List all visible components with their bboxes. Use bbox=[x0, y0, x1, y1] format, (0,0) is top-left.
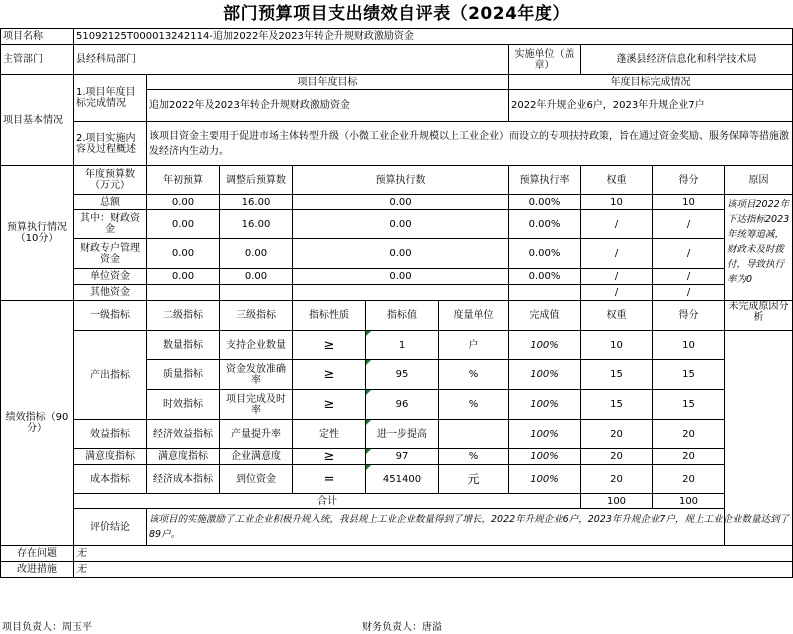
budget-row-weight: / bbox=[581, 269, 653, 285]
perf-header-l3: 三级指标 bbox=[220, 301, 293, 331]
perf-row-score: 20 bbox=[653, 420, 725, 449]
perf-row-value: 451400 bbox=[366, 465, 439, 494]
budget-row-initial: 0.00 bbox=[147, 195, 220, 210]
budget-row-weight: 10 bbox=[581, 195, 653, 210]
dept-value: 县经科局部门 bbox=[74, 45, 509, 75]
budget-row-executed: 0.00 bbox=[293, 195, 509, 210]
budget-row-initial: 0.00 bbox=[147, 269, 220, 285]
perf-row-value: 96 bbox=[366, 390, 439, 420]
perf-row-unit: % bbox=[439, 360, 509, 390]
issue-text: 无 bbox=[74, 546, 793, 562]
perf-row-weight: 20 bbox=[581, 420, 653, 449]
budget-row-rate: 0.00% bbox=[509, 269, 581, 285]
perf-row-nature: ≥ bbox=[293, 390, 366, 420]
improve-text: 无 bbox=[74, 562, 793, 578]
impl-content-label: 2.项目实施内容及过程概述 bbox=[74, 122, 147, 166]
impl-label: 实施单位（盖章） bbox=[509, 45, 581, 75]
perf-row-nature: ≥ bbox=[293, 449, 366, 465]
budget-row-name: 单位资金 bbox=[74, 269, 147, 285]
goal-header: 项目年度目标 bbox=[147, 75, 509, 90]
budget-row-score: / bbox=[653, 269, 725, 285]
project-name-label: 项目名称 bbox=[1, 29, 74, 45]
perf-row-l1: 成本指标 bbox=[74, 465, 147, 494]
eval-text: 该项目的实施激励了工业企业积极升规入统，我县规上工业企业数量得到了增长，2022年升规企业6户，2023年升规企业7户，规上工业企业数量达到了89户。 bbox=[147, 509, 793, 546]
impl-value: 蓬溪县经济信息化和科学技术局 bbox=[581, 45, 793, 75]
perf-row-nature: ≥ bbox=[293, 331, 366, 360]
budget-row-executed bbox=[293, 285, 509, 301]
perf-row-l1: 产出指标 bbox=[74, 331, 147, 420]
budget-row-weight: / bbox=[581, 210, 653, 239]
perf-row-done: 100% bbox=[509, 331, 581, 360]
perf-row-l3: 企业满意度 bbox=[220, 449, 293, 465]
perf-header-l2: 二级指标 bbox=[147, 301, 220, 331]
perf-row-nature: ≥ bbox=[293, 360, 366, 390]
done-header: 年度目标完成情况 bbox=[509, 75, 793, 90]
budget-row-rate: 0.00% bbox=[509, 195, 581, 210]
basic-label: 项目基本情况 bbox=[1, 75, 74, 166]
budget-row-name: 财政专户管理资金 bbox=[74, 239, 147, 269]
budget-row-score: 10 bbox=[653, 195, 725, 210]
project-name: 51092125T000013242114-追加2022年及2023年转企升规财政激励资金 bbox=[74, 29, 793, 45]
basic-goal-label: 1.项目年度目标完成情况 bbox=[74, 75, 147, 122]
budget-row-rate bbox=[509, 285, 581, 301]
budget-header-reason: 原因 bbox=[725, 166, 793, 195]
budget-row-name: 其他资金 bbox=[74, 285, 147, 301]
budget-row-adjusted: 16.00 bbox=[220, 210, 293, 239]
budget-row-initial: 0.00 bbox=[147, 239, 220, 269]
perf-row-l2: 经济成本指标 bbox=[147, 465, 220, 494]
budget-row-adjusted: 16.00 bbox=[220, 195, 293, 210]
perf-header-score: 得分 bbox=[653, 301, 725, 331]
perf-row-unit: % bbox=[439, 390, 509, 420]
goal-text: 追加2022年及2023年转企升规财政激励资金 bbox=[147, 90, 509, 122]
dept-label: 主管部门 bbox=[1, 45, 74, 75]
budget-row-executed: 0.00 bbox=[293, 239, 509, 269]
perf-row-nature: = bbox=[293, 465, 366, 494]
budget-row-score: / bbox=[653, 210, 725, 239]
perf-row-score: 15 bbox=[653, 360, 725, 390]
budget-header-initial: 年初预算 bbox=[147, 166, 220, 195]
perf-row-l1: 满意度指标 bbox=[74, 449, 147, 465]
budget-row-initial: 0.00 bbox=[147, 210, 220, 239]
budget-header-rate: 预算执行率 bbox=[509, 166, 581, 195]
perf-row-nature: 定性 bbox=[293, 420, 366, 449]
budget-row-adjusted: 0.00 bbox=[220, 239, 293, 269]
perf-label: 绩效指标（90分） bbox=[1, 301, 74, 546]
perf-row-done: 100% bbox=[509, 390, 581, 420]
project-leader: 项目负责人：周玉平 bbox=[2, 622, 92, 633]
perf-row-value: 95 bbox=[366, 360, 439, 390]
perf-row-l2: 质量指标 bbox=[147, 360, 220, 390]
page-title: 部门预算项目支出绩效自评表（2024年度） bbox=[223, 4, 570, 24]
perf-row-unit: 元 bbox=[439, 465, 509, 494]
perf-header-weight: 权重 bbox=[581, 301, 653, 331]
perf-row-weight: 10 bbox=[581, 331, 653, 360]
budget-row-name: 总额 bbox=[74, 195, 147, 210]
perf-row-l2: 数量指标 bbox=[147, 331, 220, 360]
budget-row-score: / bbox=[653, 239, 725, 269]
perf-row-weight: 20 bbox=[581, 449, 653, 465]
perf-row-l3: 到位资金 bbox=[220, 465, 293, 494]
budget-label: 预算执行情况（10分） bbox=[1, 166, 74, 301]
budget-row-executed: 0.00 bbox=[293, 269, 509, 285]
perf-row-unit bbox=[439, 420, 509, 449]
perf-row-l3: 项目完成及时率 bbox=[220, 390, 293, 420]
finance-leader: 财务负责人：唐溢 bbox=[362, 622, 442, 633]
budget-row-rate: 0.00% bbox=[509, 239, 581, 269]
perf-row-score: 10 bbox=[653, 331, 725, 360]
perf-row-l2: 满意度指标 bbox=[147, 449, 220, 465]
perf-row-weight: 15 bbox=[581, 360, 653, 390]
improve-label: 改进措施 bbox=[1, 562, 74, 578]
budget-header-amount: 年度预算数（万元） bbox=[74, 166, 147, 195]
perf-row-l3: 产量提升率 bbox=[220, 420, 293, 449]
budget-row-initial bbox=[147, 285, 220, 301]
perf-row-unit: 户 bbox=[439, 331, 509, 360]
evaluation-table bbox=[0, 28, 793, 578]
perf-row-done: 100% bbox=[509, 420, 581, 449]
done-text: 2022年升规企业6户，2023年升规企业7户 bbox=[509, 90, 793, 122]
budget-row-score: / bbox=[653, 285, 725, 301]
perf-row-value: 1 bbox=[366, 331, 439, 360]
eval-label: 评价结论 bbox=[74, 509, 147, 546]
budget-row-name: 其中：财政资金 bbox=[74, 210, 147, 239]
perf-row-weight: 20 bbox=[581, 465, 653, 494]
perf-row-l2: 时效指标 bbox=[147, 390, 220, 420]
perf-row-score: 20 bbox=[653, 449, 725, 465]
perf-header-done: 完成值 bbox=[509, 301, 581, 331]
perf-row-l1: 效益指标 bbox=[74, 420, 147, 449]
issue-label: 存在问题 bbox=[1, 546, 74, 562]
budget-row-adjusted: 0.00 bbox=[220, 269, 293, 285]
perf-row-done: 100% bbox=[509, 465, 581, 494]
signature-row bbox=[0, 614, 792, 634]
perf-row-score: 20 bbox=[653, 465, 725, 494]
budget-header-adjusted: 调整后预算数 bbox=[220, 166, 293, 195]
budget-header-weight: 权重 bbox=[581, 166, 653, 195]
perf-row-l3: 资金发放准确率 bbox=[220, 360, 293, 390]
perf-header-unit: 度量单位 bbox=[439, 301, 509, 331]
budget-row-weight: / bbox=[581, 239, 653, 269]
perf-header-nature: 指标性质 bbox=[293, 301, 366, 331]
budget-row-weight: / bbox=[581, 285, 653, 301]
perf-row-l2: 经济效益指标 bbox=[147, 420, 220, 449]
perf-row-done: 100% bbox=[509, 360, 581, 390]
budget-row-rate: 0.00% bbox=[509, 210, 581, 239]
perf-header-reason: 未完成原因分析 bbox=[725, 301, 793, 331]
total-label: 合计 bbox=[74, 494, 581, 509]
perf-row-value: 进一步提高 bbox=[366, 420, 439, 449]
budget-row-executed: 0.00 bbox=[293, 210, 509, 239]
budget-header-score: 得分 bbox=[653, 166, 725, 195]
total-score: 100 bbox=[653, 494, 725, 509]
budget-row-adjusted bbox=[220, 285, 293, 301]
perf-row-l3: 支持企业数量 bbox=[220, 331, 293, 360]
perf-header-l1: 一级指标 bbox=[74, 301, 147, 331]
budget-reason: 该项目2022年下达指标2023年统筹追减，财政未及时拨付，导致执行率为0 bbox=[725, 195, 793, 301]
perf-header-value: 指标值 bbox=[366, 301, 439, 331]
perf-row-done: 100% bbox=[509, 449, 581, 465]
perf-row-weight: 15 bbox=[581, 390, 653, 420]
total-weight: 100 bbox=[581, 494, 653, 509]
budget-header-executed: 预算执行数 bbox=[293, 166, 509, 195]
perf-row-unit: % bbox=[439, 449, 509, 465]
impl-content: 该项目资金主要用于促进市场主体转型升级（小微工业企业升规模以上工业企业）而设立的专项扶持政策，旨在通过资金奖励、服务保障等措施激发经济内生动力。 bbox=[147, 122, 793, 166]
perf-row-score: 15 bbox=[653, 390, 725, 420]
perf-row-value: 97 bbox=[366, 449, 439, 465]
